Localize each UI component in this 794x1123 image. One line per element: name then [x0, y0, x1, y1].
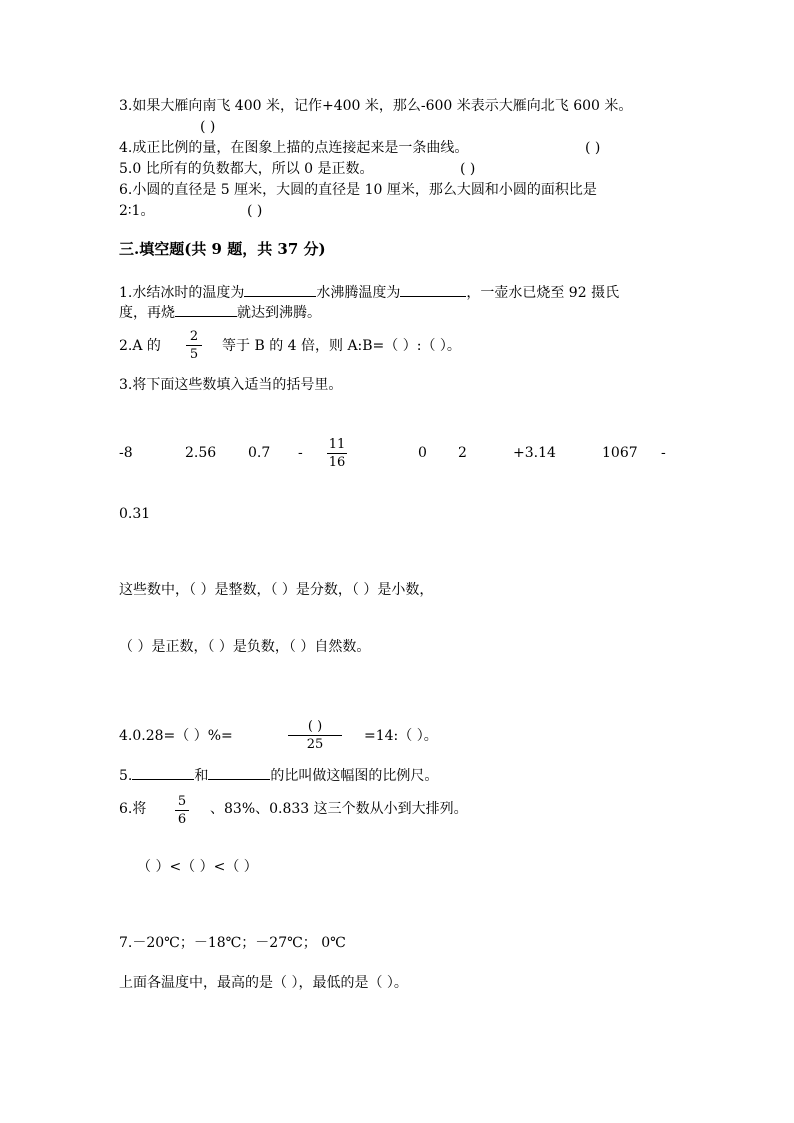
fill-q7-question: 上面各温度中，最高的是（ ），最低的是（ ）。: [119, 975, 408, 991]
fraction-bar: [327, 453, 347, 454]
fill-q6-frac-den: 6: [177, 812, 187, 827]
fill-q5-text-c: 的比叫做这幅图的比例尺。: [270, 768, 439, 784]
number-neg-11-16-sign: -: [298, 445, 303, 461]
fill-q2-text-b: 等于 B 的 4 倍，则 A:B=（ ）:（ ）。: [222, 338, 461, 354]
fill-q3-categories-line2: （ ）是正数，（ ）是负数，（ ）自然数。: [119, 639, 371, 655]
fill-q6-order-blanks[interactable]: （ ）<（ ）<（ ）: [137, 859, 258, 875]
fill-q1-line2: [119, 302, 321, 322]
number-0: 0: [418, 445, 427, 461]
fill-q5-line: [119, 765, 438, 785]
fill-q4-frac-num[interactable]: ( ): [307, 719, 323, 734]
fill-q3-categories-line1: 这些数中，（ ）是整数，（ ）是分数，（ ）是小数，: [119, 582, 434, 598]
judge-q3-line1: 3.如果大雁向南飞 400 米，记作+400 米，那么-600 米表示大雁向北飞 600 米。: [119, 98, 633, 114]
fill-q4-fraction: [288, 719, 342, 752]
fill-q1-text-d: 度，再烧: [119, 305, 175, 321]
fill-q5-blank-distance-on-map[interactable]: [132, 765, 194, 780]
fill-q5-blank-actual-distance[interactable]: [208, 765, 270, 780]
judge-q4-text: 4.成正比例的量，在图象上描的点连接起来是一条曲线。: [119, 140, 469, 156]
number-plus-3-14: +3.14: [513, 445, 556, 461]
judge-q5-answer-paren[interactable]: ( ): [460, 161, 476, 177]
judge-q6-line1: 6.小圆的直径是 5 厘米，大圆的直径是 10 厘米，那么大圆和小圆的面积比是: [119, 182, 597, 198]
number-11-16-fraction: [327, 437, 347, 470]
judge-q5-text: 5.0 比所有的负数都大，所以 0 是正数。: [119, 161, 374, 177]
number-1067: 1067: [602, 445, 638, 461]
fill-q7-temperatures: 7.－20℃；－18℃；－27℃； 0℃: [119, 935, 346, 951]
fraction-bar: [288, 735, 342, 736]
fill-q1-text-e: 就达到沸腾。: [237, 305, 321, 321]
fill-q3-instruction: 3.将下面这些数填入适当的括号里。: [119, 377, 343, 393]
fill-q6-text-a: 6.将: [119, 801, 147, 817]
fill-q4-text-b: =14:（ ）。: [364, 728, 438, 744]
judge-q4-answer-paren[interactable]: ( ): [585, 140, 601, 156]
fill-q5-text-b: 和: [194, 768, 209, 784]
fill-q1-line1: [119, 282, 619, 302]
fill-q1-blank-freezing[interactable]: [244, 282, 316, 297]
number-0-31: 0.31: [119, 506, 151, 522]
judge-q6-answer-paren[interactable]: ( ): [247, 203, 263, 219]
judge-q6-line2: 2∶1。: [119, 203, 155, 219]
number-0-7: 0.7: [248, 445, 271, 461]
fill-q1-blank-more[interactable]: [175, 302, 237, 317]
judge-q3-answer-paren[interactable]: ( ): [200, 119, 216, 135]
number-2-56: 2.56: [185, 445, 217, 461]
fill-q6-fraction: [175, 794, 189, 827]
fill-q1-text-c: ，一壶水已烧至 92 摄氏: [466, 285, 620, 301]
fill-q2-fraction: [186, 329, 202, 362]
fill-q4-frac-den: 25: [306, 737, 324, 752]
frac-11-16-den: 16: [328, 455, 346, 470]
fill-q1-text-a: 1.水结冰时的温度为: [119, 285, 245, 301]
number-neg-0-31-sign: -: [661, 445, 666, 461]
fill-q6-frac-num: 5: [177, 794, 187, 809]
number-2: 2: [458, 445, 467, 461]
fraction-bar: [186, 345, 202, 346]
fill-q5-text-a: 5.: [119, 768, 133, 784]
fill-q1-blank-boiling[interactable]: [400, 282, 466, 297]
fill-q2-frac-num: 2: [189, 329, 199, 344]
fill-q6-text-b: 、83%、0.833 这三个数从小到大排列。: [210, 801, 468, 817]
fill-q1-text-b: 水沸腾温度为: [316, 285, 401, 301]
frac-11-16-num: 11: [328, 437, 346, 452]
fill-q2-text-a: 2.A 的: [119, 338, 161, 354]
fill-q2-frac-den: 5: [189, 347, 199, 362]
fraction-bar: [175, 810, 189, 811]
section-heading-fill-in: 三.填空题(共 9 题，共 37 分): [119, 240, 326, 258]
fill-q4-text-a: 4.0.28=（ ）%=: [119, 728, 233, 744]
number-neg-8: -8: [119, 445, 133, 461]
